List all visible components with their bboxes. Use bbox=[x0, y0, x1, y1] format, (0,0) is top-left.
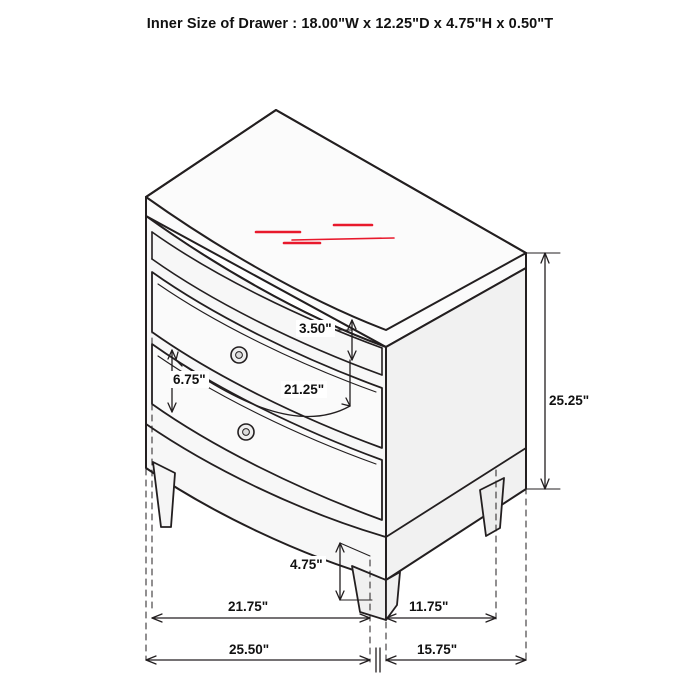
dim-front-width bbox=[152, 614, 370, 622]
label-side-depth: 11.75" bbox=[406, 598, 451, 615]
dim-total-height bbox=[541, 253, 549, 489]
label-upper-drawer-height: 3.50" bbox=[296, 320, 335, 337]
label-overall-depth: 15.75" bbox=[414, 641, 460, 658]
label-lower-drawer-height: 6.75" bbox=[170, 371, 209, 388]
label-leg-height: 4.75" bbox=[287, 556, 326, 573]
center-break-marks bbox=[376, 648, 380, 672]
label-total-height: 25.25" bbox=[546, 392, 592, 409]
dim-side-depth bbox=[386, 614, 496, 622]
label-drawer-front-width: 21.25" bbox=[281, 381, 327, 398]
label-overall-width: 25.50" bbox=[226, 641, 272, 658]
page-title: Inner Size of Drawer : 18.00"W x 12.25"D x 4.75"H x 0.50"T bbox=[146, 16, 554, 32]
leg-front-left bbox=[153, 462, 175, 527]
label-front-width: 21.75" bbox=[225, 598, 271, 615]
